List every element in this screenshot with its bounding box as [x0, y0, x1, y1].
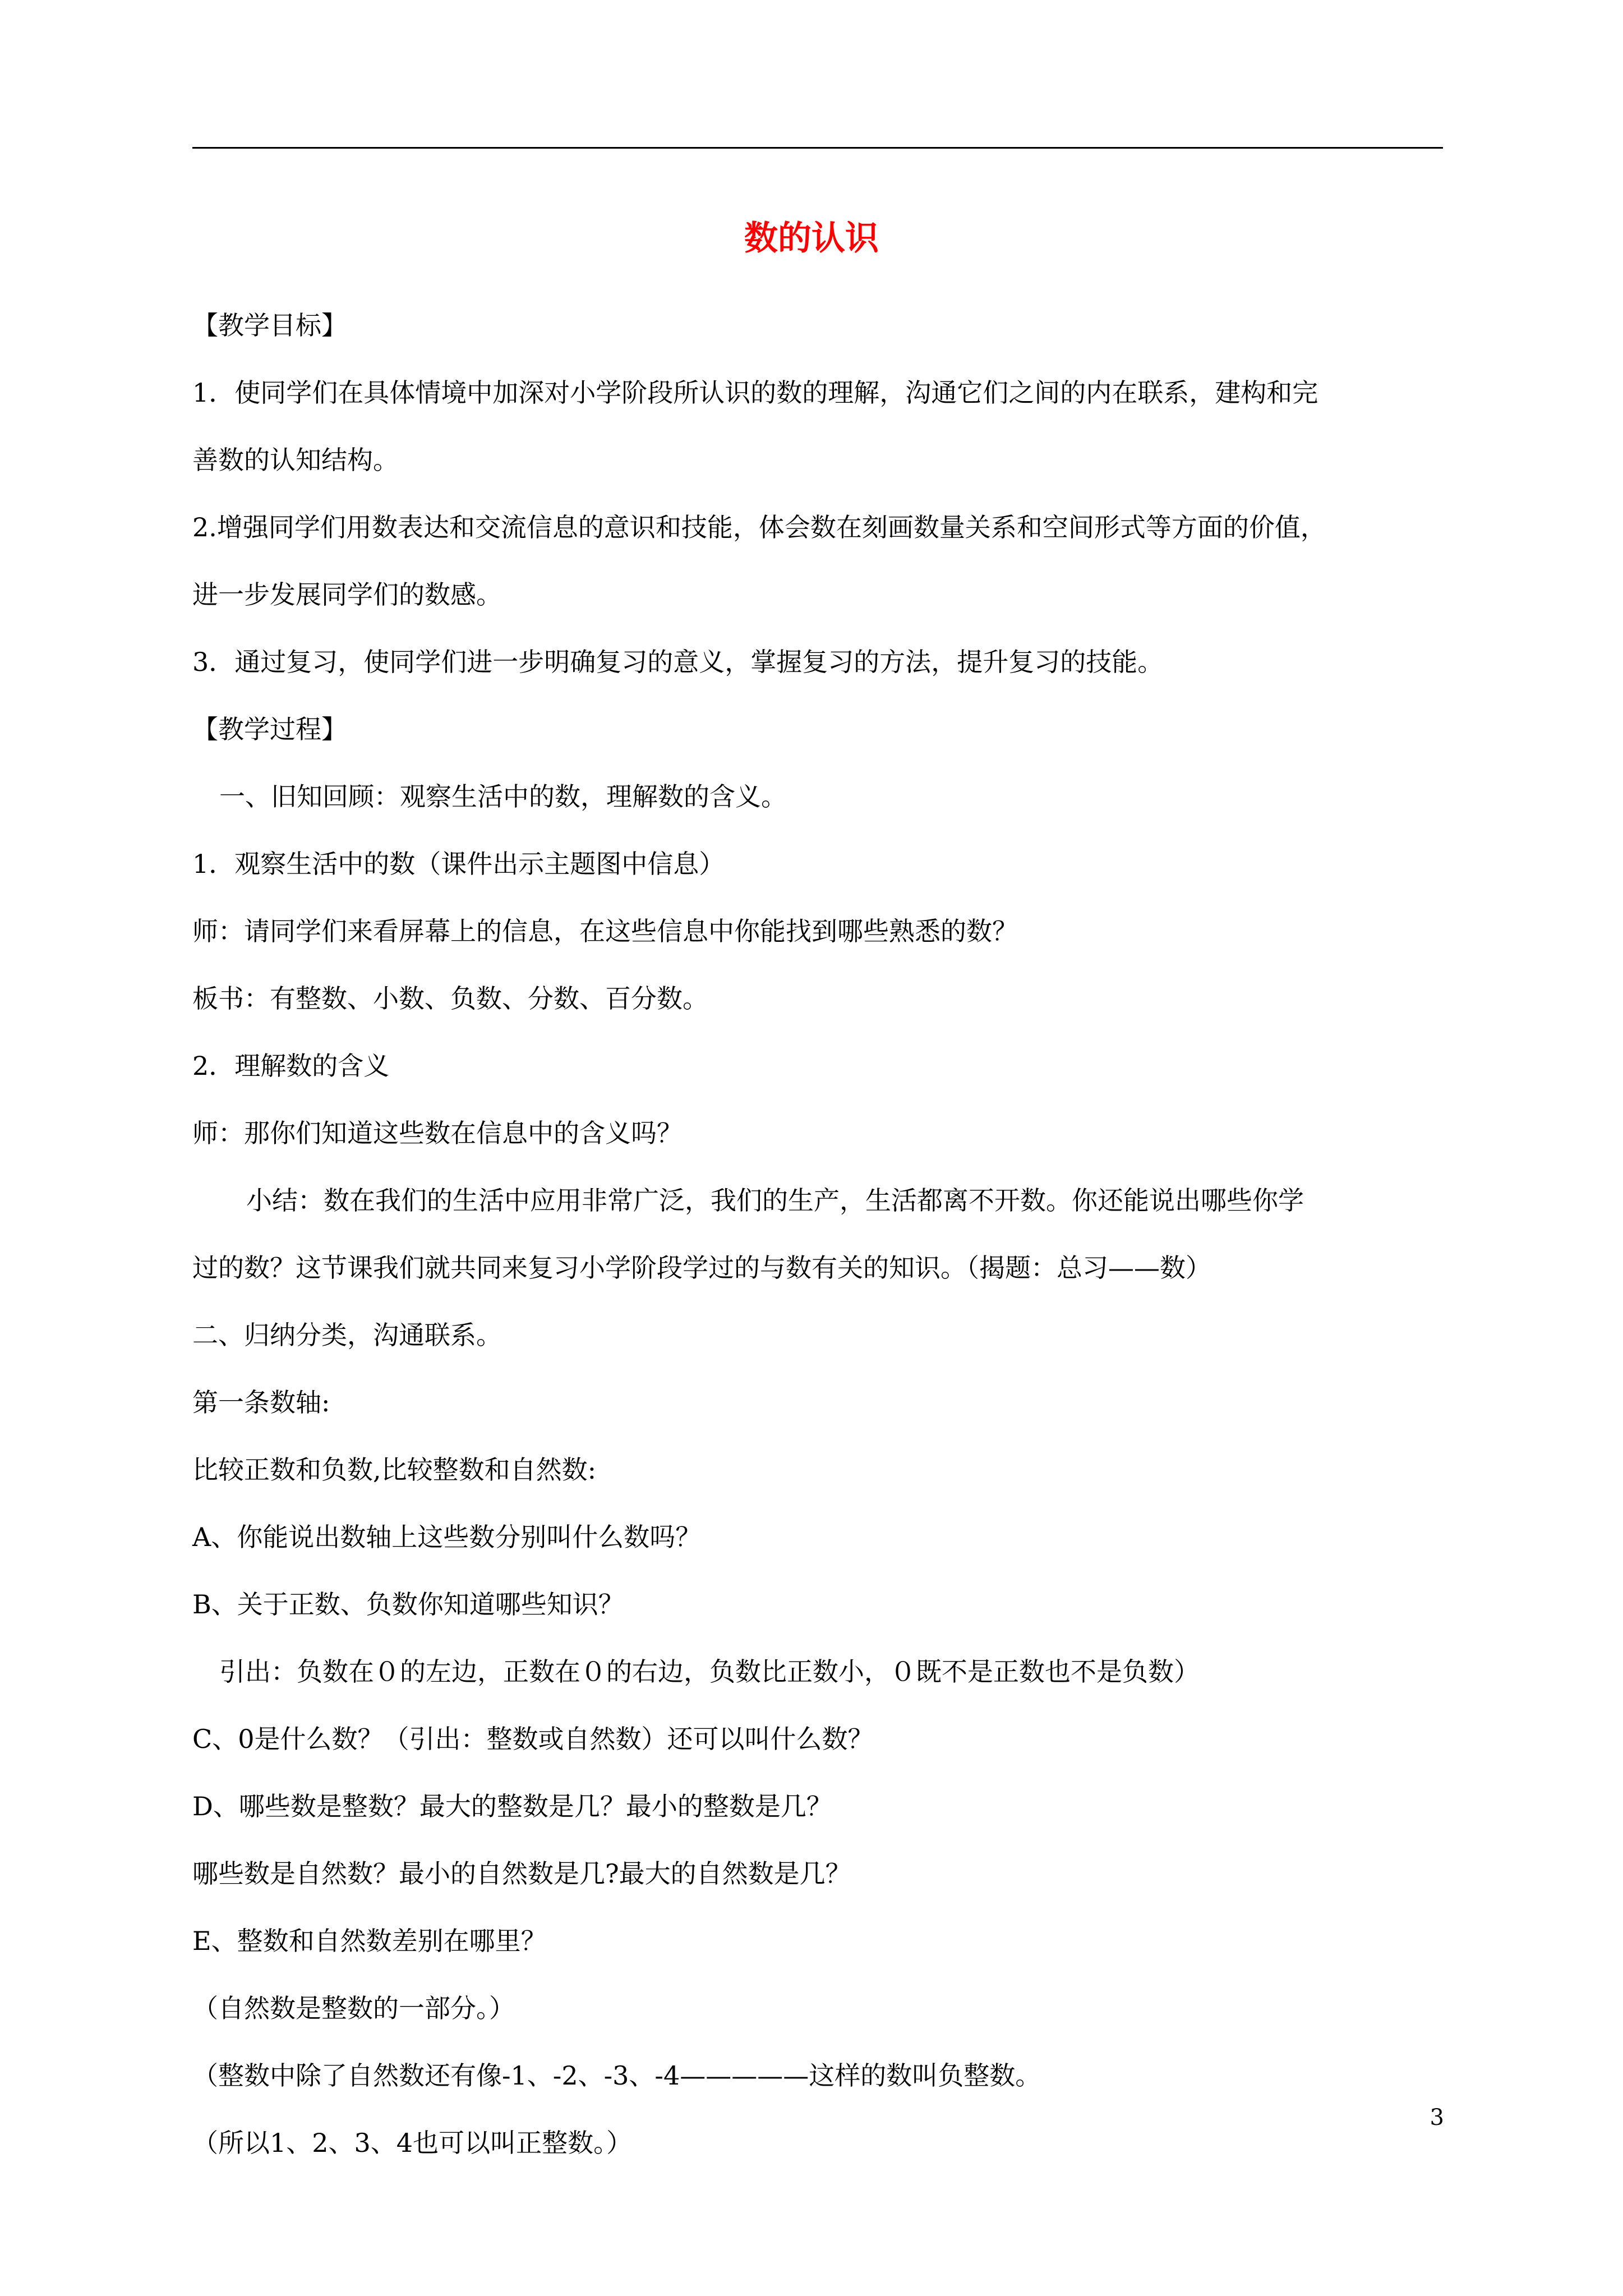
paragraph-line: 3．通过复习，使同学们进一步明确复习的意义，掌握复习的方法，提升复习的技能。: [192, 647, 1164, 677]
paragraph-line: D、哪些数是整数？最大的整数是几？最小的整数是几？: [192, 1791, 832, 1821]
section-heading-objectives: 【教学目标】: [192, 310, 347, 341]
page-number: 3: [1430, 2105, 1444, 2131]
paragraph-line: A、你能说出数轴上这些数分别叫什么数吗？: [192, 1522, 702, 1552]
paragraph-line: 引出：负数在０的左边，正数在０的右边，负数比正数小，０既不是正数也不是负数）: [219, 1657, 1200, 1687]
paragraph-line: 师：那你们知道这些数在信息中的含义吗？: [192, 1118, 683, 1148]
paragraph-line: 板书：有整数、小数、负数、分数、百分数。: [192, 983, 708, 1014]
paragraph-line: 二、归纳分类，沟通联系。: [192, 1320, 502, 1350]
paragraph-line: 1．使同学们在具体情境中加深对小学阶段所认识的数的理解，沟通它们之间的内在联系，建构和完: [192, 378, 1318, 408]
paragraph-line: 善数的认知结构。: [192, 445, 399, 475]
section-heading-process: 【教学过程】: [192, 714, 347, 744]
paragraph-line: 过的数？这节课我们就共同来复习小学阶段学过的与数有关的知识。（揭题：总习——数）: [192, 1253, 1211, 1283]
page-title: 数的认识: [744, 219, 879, 258]
paragraph-line: 一、旧知回顾：观察生活中的数，理解数的含义。: [219, 781, 787, 812]
paragraph-line: （整数中除了自然数还有像-1、-2、-3、-4—————这样的数叫负整数。: [192, 2060, 1041, 2091]
paragraph-line: E、整数和自然数差别在哪里？: [192, 1926, 547, 1956]
paragraph-line: 小结：数在我们的生活中应用非常广泛，我们的生产，生活都离不开数。你还能说出哪些你学: [246, 1185, 1304, 1216]
paragraph-line: 师：请同学们来看屏幕上的信息，在这些信息中你能找到哪些熟悉的数？: [192, 916, 1018, 946]
header-rule: [192, 147, 1443, 149]
paragraph-line: 进一步发展同学们的数感。: [192, 579, 502, 610]
paragraph-line: （所以1、2、3、4也可以叫正整数。）: [192, 2128, 633, 2158]
paragraph-line: B、关于正数、负数你知道哪些知识？: [192, 1589, 624, 1619]
paragraph-line: 2．理解数的含义: [192, 1051, 390, 1081]
paragraph-line: （自然数是整数的一部分。）: [192, 1993, 515, 2023]
paragraph-line: 2.增强同学们用数表达和交流信息的意识和技能，体会数在刻画数量关系和空间形式等方面的价值，: [192, 512, 1326, 542]
paragraph-line: 第一条数轴:: [192, 1387, 330, 1418]
paragraph-line: C、0是什么数？（引出：整数或自然数）还可以叫什么数？: [192, 1724, 874, 1754]
paragraph-line: 哪些数是自然数？最小的自然数是几?最大的自然数是几？: [192, 1858, 851, 1889]
paragraph-line: 比较正数和负数,比较整数和自然数:: [192, 1455, 597, 1485]
paragraph-line: 1．观察生活中的数（课件出示主题图中信息）: [192, 849, 725, 879]
document-body: [192, 292, 1443, 2177]
